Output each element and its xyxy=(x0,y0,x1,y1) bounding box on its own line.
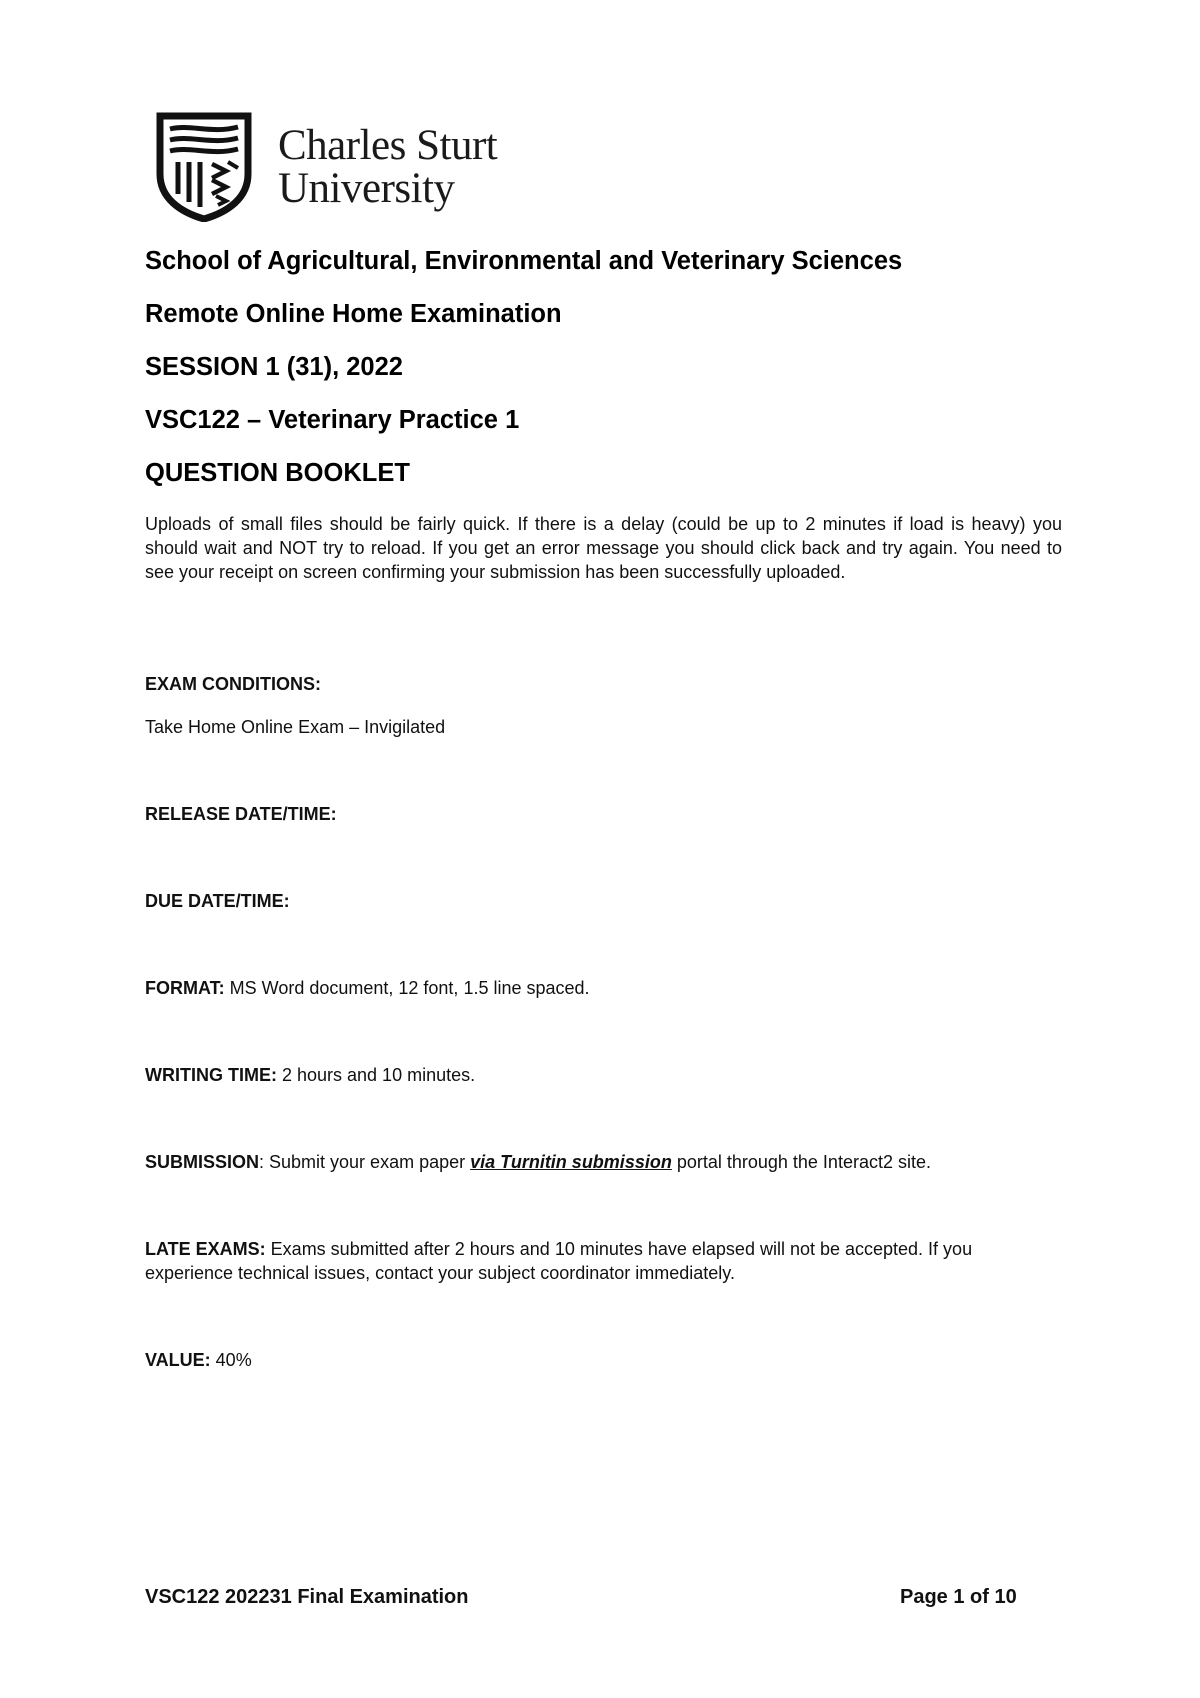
wordmark-line-2: University xyxy=(278,165,455,212)
value-amount: 40% xyxy=(210,1350,252,1370)
late-exams-label: LATE EXAMS: xyxy=(145,1239,266,1259)
release-date-row xyxy=(145,802,1062,826)
submission-prefix: : Submit your exam paper xyxy=(259,1152,471,1172)
writing-time-row xyxy=(145,1063,1062,1087)
submission-suffix: portal through the Interact2 site. xyxy=(671,1152,931,1172)
late-exams-value: Exams submitted after 2 hours and 10 minutes have elapsed will not be accepted. If you experience technical issues, contact your subject coordinator immediately. xyxy=(145,1239,973,1283)
wordmark-line-1: Charles Sturt xyxy=(278,122,498,169)
page-of: of xyxy=(964,1586,995,1608)
exam-conditions-label-text: EXAM CONDITIONS: xyxy=(145,674,322,694)
footer-exam-title: VSC122 202231 Final Examination xyxy=(145,1586,469,1608)
due-date-row xyxy=(145,889,1062,913)
footer-page-number xyxy=(900,1586,1017,1609)
release-date-label: RELEASE DATE/TIME: xyxy=(145,804,337,824)
university-logo xyxy=(156,112,497,222)
late-exams-row xyxy=(145,1237,1062,1285)
writing-time-value: 2 hours and 10 minutes. xyxy=(276,1065,476,1085)
booklet-heading: QUESTION BOOKLET xyxy=(145,459,410,487)
format-row xyxy=(145,976,1062,1000)
page-current: 1 xyxy=(953,1586,965,1608)
value-label: VALUE: xyxy=(145,1350,211,1370)
submission-row xyxy=(145,1150,1062,1174)
page-total: 10 xyxy=(994,1586,1017,1608)
university-crest-icon xyxy=(156,112,252,222)
upload-instructions: Uploads of small files should be fairly quick. If there is a delay (could be up to 2 minutes if load is heavy) you should wait and NOT try to reload. If you get an error message you should click back and try again. You need to see your receipt on screen confirming your submission has been successfully uploaded. xyxy=(145,514,1062,582)
turnitin-submission-link[interactable]: via Turnitin submission xyxy=(470,1152,672,1172)
exam-type-heading: Remote Online Home Examination xyxy=(145,300,562,328)
due-date-label: DUE DATE/TIME: xyxy=(145,891,290,911)
exam-conditions-value: Take Home Online Exam – Invigilated xyxy=(145,717,446,737)
exam-conditions-label xyxy=(145,672,1062,696)
writing-time-label: WRITING TIME: xyxy=(145,1065,277,1085)
subject-heading: VSC122 – Veterinary Practice 1 xyxy=(145,406,520,434)
session-heading: SESSION 1 (31), 2022 xyxy=(145,353,403,381)
value-row xyxy=(145,1348,1062,1372)
submission-label: SUBMISSION xyxy=(145,1152,260,1172)
format-value: MS Word document, 12 font, 1.5 line spaced. xyxy=(224,978,590,998)
page-prefix: Page xyxy=(900,1586,954,1608)
university-wordmark xyxy=(278,124,497,210)
school-heading: School of Agricultural, Environmental and Veterinary Sciences xyxy=(145,247,903,275)
format-label: FORMAT: xyxy=(145,978,225,998)
